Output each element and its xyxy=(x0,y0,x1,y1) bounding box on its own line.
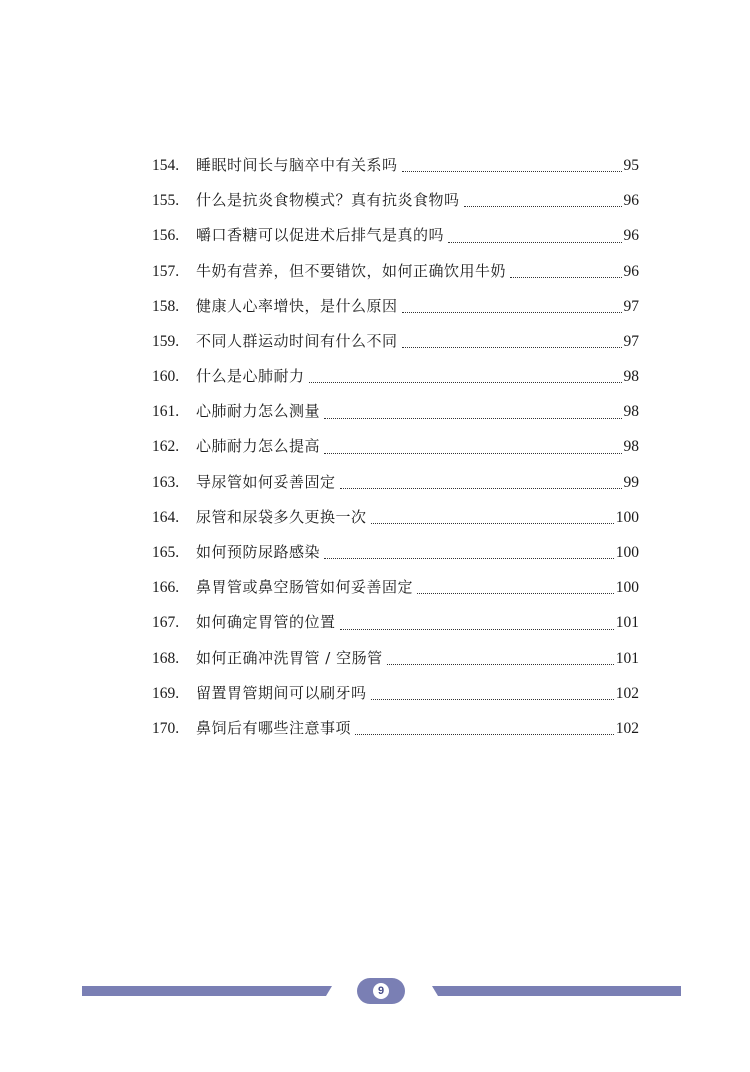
entry-page: 96 xyxy=(623,262,639,280)
entry-title: 尿管和尿袋多久更换一次 xyxy=(196,507,367,526)
page-number-badge xyxy=(357,978,405,1004)
entry-number: 169. xyxy=(152,684,180,702)
toc-entry[interactable] xyxy=(152,641,639,676)
toc-entry[interactable] xyxy=(152,324,639,359)
entry-number: 166. xyxy=(152,579,180,597)
entry-page: 102 xyxy=(615,684,639,702)
toc-entry[interactable] xyxy=(152,359,639,394)
dot-leader xyxy=(387,664,614,665)
entry-title: 导尿管如何妥善固定 xyxy=(196,472,336,491)
entry-title: 不同人群运动时间有什么不同 xyxy=(196,331,398,350)
entry-number: 168. xyxy=(152,649,180,667)
toc-entry[interactable] xyxy=(152,289,639,324)
entry-page: 101 xyxy=(615,649,639,667)
table-of-contents xyxy=(152,148,639,746)
entry-title: 嚼口香糖可以促进术后排气是真的吗 xyxy=(196,226,445,245)
entry-title: 什么是心肺耐力 xyxy=(196,367,305,386)
entry-number: 164. xyxy=(152,508,180,526)
toc-entry[interactable] xyxy=(152,183,639,218)
dot-leader xyxy=(464,206,622,207)
entry-page: 96 xyxy=(623,192,639,210)
toc-entry[interactable] xyxy=(152,605,639,640)
toc-entry[interactable] xyxy=(152,254,639,289)
entry-page: 101 xyxy=(615,614,639,632)
dot-leader xyxy=(340,629,614,630)
toc-entry[interactable] xyxy=(152,676,639,711)
entry-number: 163. xyxy=(152,473,180,491)
entry-page: 102 xyxy=(615,719,639,737)
toc-entry[interactable] xyxy=(152,500,639,535)
entry-number: 159. xyxy=(152,332,180,350)
entry-number: 170. xyxy=(152,719,180,737)
dot-leader xyxy=(417,593,614,594)
dot-leader xyxy=(402,171,622,172)
entry-title: 睡眠时间长与脑卒中有关系吗 xyxy=(196,155,398,174)
entry-page: 97 xyxy=(623,332,639,350)
entry-page: 98 xyxy=(623,403,639,421)
entry-number: 155. xyxy=(152,192,180,210)
dot-leader xyxy=(355,734,614,735)
dot-leader xyxy=(309,382,622,383)
footer-bar-left xyxy=(82,986,332,996)
page-number: 9 xyxy=(373,983,389,999)
entry-title: 如何确定胃管的位置 xyxy=(196,613,336,632)
dot-leader xyxy=(371,699,614,700)
entry-number: 158. xyxy=(152,297,180,315)
dot-leader xyxy=(324,453,621,454)
toc-entry[interactable] xyxy=(152,148,639,183)
entry-title: 留置胃管期间可以刷牙吗 xyxy=(196,683,367,702)
entry-number: 156. xyxy=(152,227,180,245)
toc-entry[interactable] xyxy=(152,430,639,465)
entry-page: 96 xyxy=(623,227,639,245)
toc-entry[interactable] xyxy=(152,570,639,605)
entry-title: 健康人心率增快，是什么原因 xyxy=(196,296,398,315)
entry-title: 如何预防尿路感染 xyxy=(196,543,321,562)
entry-title: 心肺耐力怎么提高 xyxy=(196,437,321,456)
toc-entry[interactable] xyxy=(152,711,639,746)
entry-title: 什么是抗炎食物模式？真有抗炎食物吗 xyxy=(196,191,460,210)
entry-page: 98 xyxy=(623,438,639,456)
dot-leader xyxy=(324,558,614,559)
entry-number: 165. xyxy=(152,544,180,562)
footer-bar-right xyxy=(432,986,681,996)
dot-leader xyxy=(448,242,621,243)
entry-title: 心肺耐力怎么测量 xyxy=(196,402,321,421)
toc-entry[interactable] xyxy=(152,394,639,429)
entry-title: 牛奶有营养，但不要错饮，如何正确饮用牛奶 xyxy=(196,261,507,280)
entry-number: 160. xyxy=(152,368,180,386)
dot-leader xyxy=(340,488,622,489)
entry-page: 100 xyxy=(615,544,639,562)
entry-title: 鼻饲后有哪些注意事项 xyxy=(196,718,352,737)
toc-entry[interactable] xyxy=(152,218,639,253)
entry-number: 154. xyxy=(152,156,180,174)
toc-entry[interactable] xyxy=(152,535,639,570)
entry-page: 98 xyxy=(623,368,639,386)
entry-page: 99 xyxy=(623,473,639,491)
entry-number: 167. xyxy=(152,614,180,632)
dot-leader xyxy=(402,312,622,313)
entry-number: 162. xyxy=(152,438,180,456)
dot-leader xyxy=(510,277,621,278)
entry-number: 157. xyxy=(152,262,180,280)
entry-page: 95 xyxy=(623,156,639,174)
entry-title: 鼻胃管或鼻空肠管如何妥善固定 xyxy=(196,578,414,597)
entry-page: 100 xyxy=(615,508,639,526)
entry-page: 100 xyxy=(615,579,639,597)
toc-entry[interactable] xyxy=(152,465,639,500)
dot-leader xyxy=(324,418,621,419)
dot-leader xyxy=(402,347,622,348)
entry-title: 如何正确冲洗胃管 / 空肠管 xyxy=(196,648,383,667)
entry-number: 161. xyxy=(152,403,180,421)
dot-leader xyxy=(371,523,614,524)
entry-page: 97 xyxy=(623,297,639,315)
